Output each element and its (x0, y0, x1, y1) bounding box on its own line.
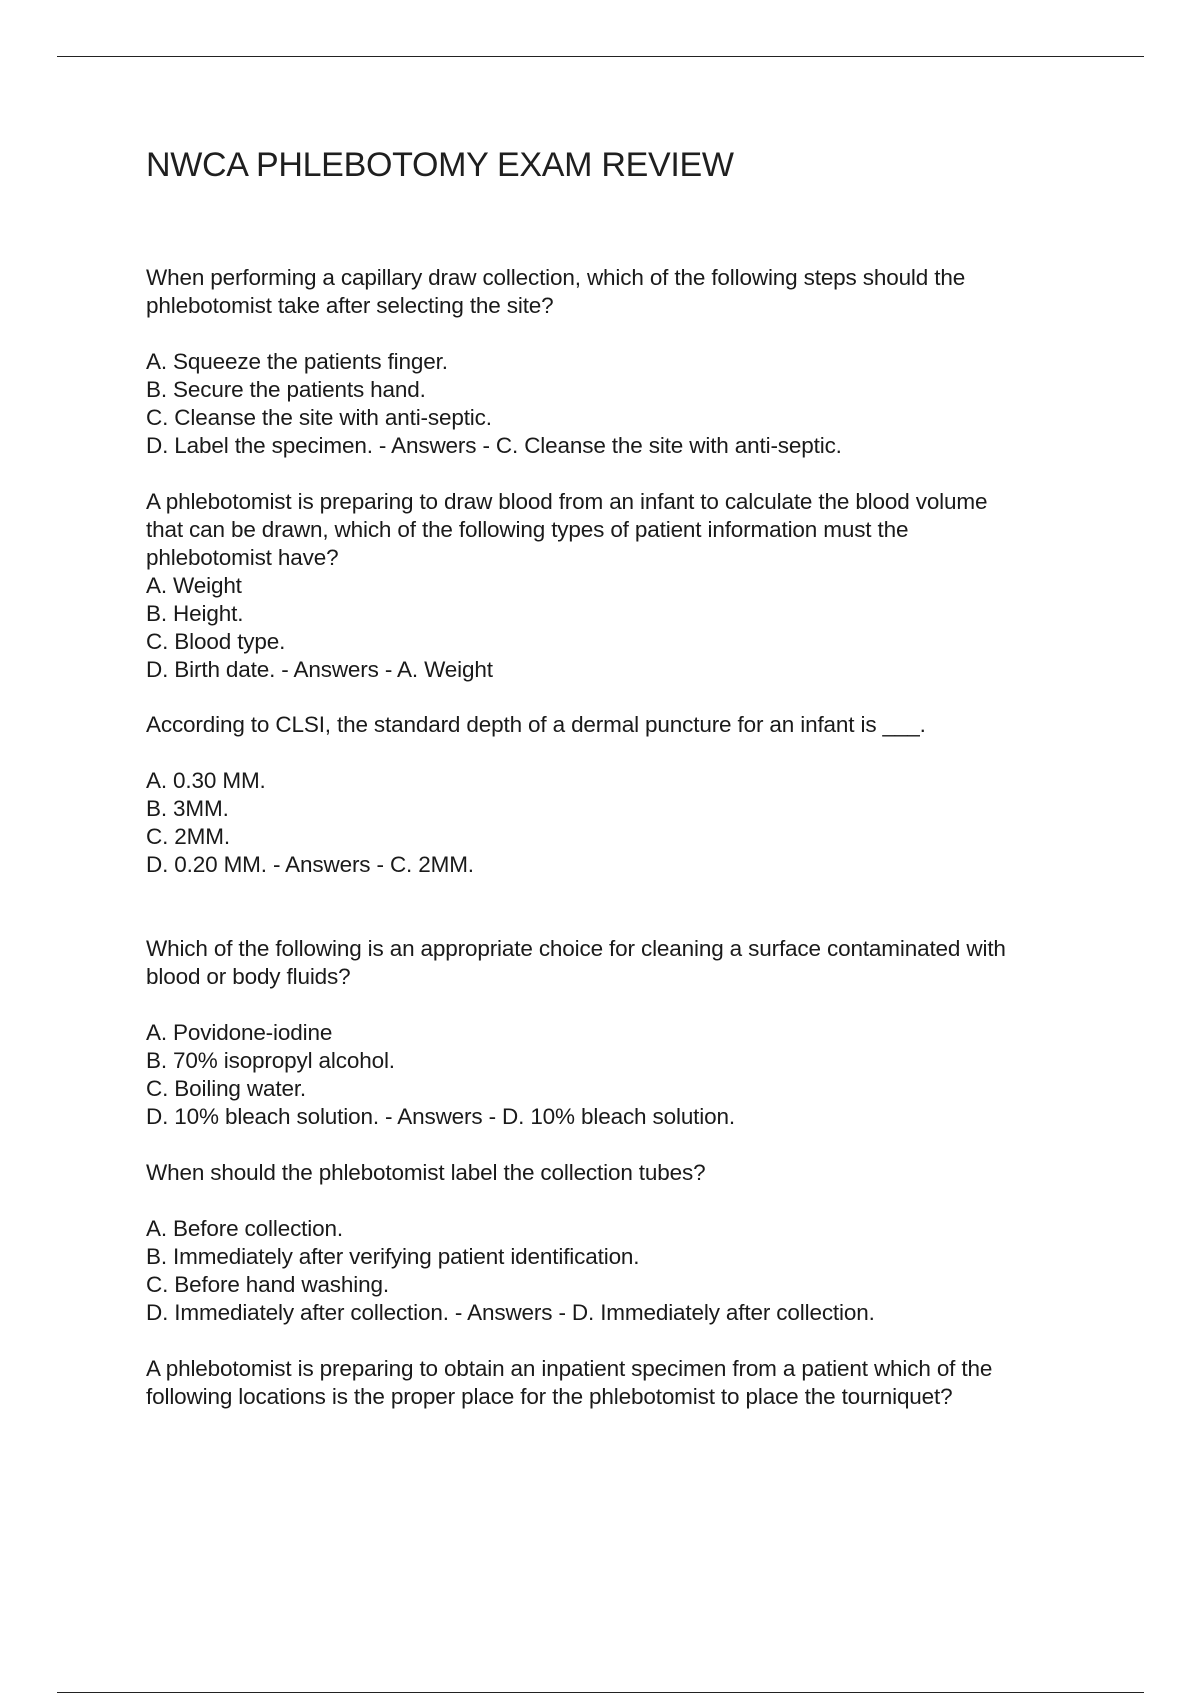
text-line: A phlebotomist is preparing to draw blood from an infant to calculate the blood volume (146, 489, 988, 514)
option-line: B. 70% isopropyl alcohol. (146, 1048, 395, 1073)
header-rule (57, 56, 1144, 57)
question-block (146, 488, 1106, 684)
answer-line: D. Birth date. - Answers - A. Weight (146, 657, 493, 682)
option-line: A. Povidone-iodine (146, 1020, 333, 1045)
option-line: A. Before collection. (146, 1216, 343, 1241)
text-line: When performing a capillary draw collection, which of the following steps should the (146, 265, 966, 290)
footer-rule (57, 1692, 1144, 1693)
answer-options (146, 1215, 1106, 1327)
page-title: NWCA PHLEBOTOMY EXAM REVIEW (146, 146, 734, 184)
question-stem (146, 264, 1106, 320)
option-line: C. Boiling water. (146, 1076, 307, 1101)
question-stem (146, 1355, 1106, 1411)
question-stem (146, 935, 1106, 991)
option-line: A. Weight (146, 573, 242, 598)
text-line: Which of the following is an appropriate choice for cleaning a surface contaminated with (146, 936, 1006, 961)
option-line: C. Blood type. (146, 629, 286, 654)
option-line: C. Cleanse the site with anti-septic. (146, 405, 492, 430)
question-stem (146, 1159, 1106, 1187)
option-line: C. 2MM. (146, 824, 230, 849)
option-line: B. 3MM. (146, 796, 229, 821)
question-list (146, 264, 1106, 1411)
answer-options (146, 348, 1106, 460)
text-line: following locations is the proper place for the phlebotomist to place the tourniquet? (146, 1384, 953, 1409)
option-line: C. Before hand washing. (146, 1272, 389, 1297)
option-line: B. Immediately after verifying patient identification. (146, 1244, 640, 1269)
text-line: phlebotomist take after selecting the site? (146, 293, 554, 318)
text-line: According to CLSI, the standard depth of a dermal puncture for an infant is ___. (146, 712, 926, 737)
text-line: A phlebotomist is preparing to obtain an inpatient specimen from a patient which of the (146, 1356, 993, 1381)
option-line: A. Squeeze the patients finger. (146, 349, 448, 374)
text-line: When should the phlebotomist label the collection tubes? (146, 1160, 706, 1185)
question-stem (146, 711, 1106, 739)
option-line: B. Secure the patients hand. (146, 377, 426, 402)
answer-options (146, 767, 1106, 879)
answer-options (146, 1019, 1106, 1131)
text-line: phlebotomist have? (146, 545, 339, 570)
answer-line: D. 10% bleach solution. - Answers - D. 10% bleach solution. (146, 1104, 735, 1129)
option-line: A. 0.30 MM. (146, 768, 266, 793)
answer-line: D. 0.20 MM. - Answers - C. 2MM. (146, 852, 474, 877)
text-line: that can be drawn, which of the following types of patient information must the (146, 517, 909, 542)
answer-line: D. Immediately after collection. - Answers - D. Immediately after collection. (146, 1300, 875, 1325)
option-line: B. Height. (146, 601, 244, 626)
text-line: blood or body fluids? (146, 964, 351, 989)
answer-line: D. Label the specimen. - Answers - C. Cleanse the site with anti-septic. (146, 433, 842, 458)
